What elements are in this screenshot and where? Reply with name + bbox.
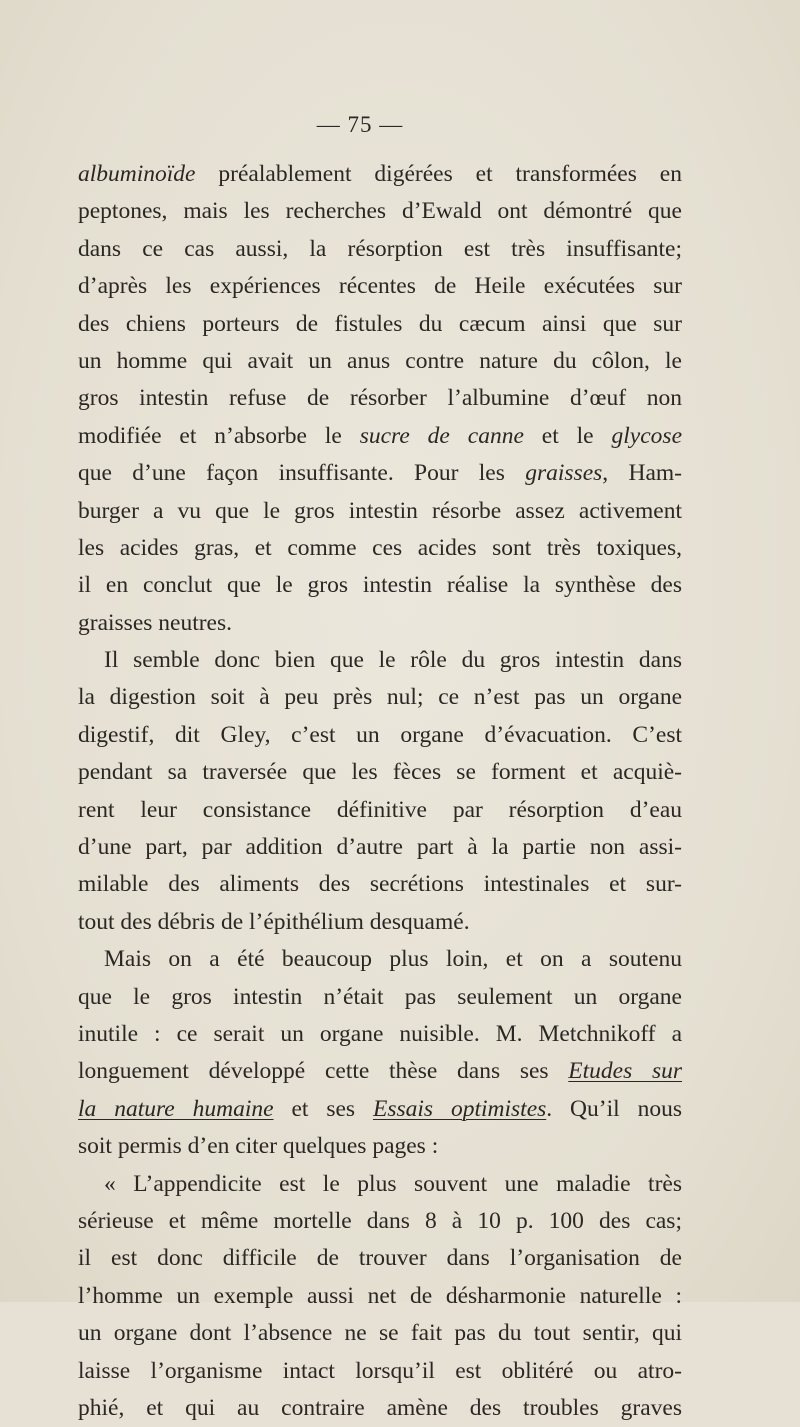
text-line: que le gros intestin n’était pas seulement un organe (78, 983, 682, 1010)
paragraph-start: Il semble donc bien que le rôle du gros intestin dans (104, 647, 682, 674)
text-line: d’après les expériences récentes de Heile exécutées sur (78, 273, 682, 300)
text-line: pendant sa traversée que les fèces se forment et acquiè- (78, 759, 682, 786)
text-line: peptones, mais les recherches d’Ewald ont démontré que (78, 198, 682, 225)
text-line: gros intestin refuse de résorber l’albumine d’œuf non (78, 385, 682, 412)
text-line: longuement développé cette thèse dans ses Etudes sur (78, 1058, 683, 1085)
text-line: rent leur consistance définitive par résorption d’eau (78, 796, 682, 823)
text-line: phié, et qui au contraire amène des troubles graves (78, 1394, 682, 1421)
text-line: que d’une façon insuffisante. Pour les graisses, Ham- (78, 460, 682, 487)
text-line: des chiens porteurs de fistules du cæcum ainsi que sur (78, 310, 682, 337)
text-line: la nature humaine et ses Essais optimistes. Qu’il nous (78, 1095, 682, 1122)
text-line: milable des aliments des secrétions intestinales et sur- (78, 871, 682, 898)
text-line: albuminoïde préalablement digérées et transformées en (78, 161, 682, 187)
text-line: il est donc difficile de trouver dans l’organisation de (78, 1245, 682, 1272)
text-line: soit permis d’en citer quelques pages : (78, 1133, 439, 1160)
text-line: d’une part, par addition d’autre part à la partie non assi- (78, 834, 682, 861)
paragraph-start: Mais on a été beaucoup plus loin, et on a soutenu (104, 946, 682, 973)
text-line: un homme qui avait un anus contre nature du côlon, le (78, 347, 682, 374)
text-line: il en conclut que le gros intestin réalise la synthèse des (78, 572, 682, 599)
text-line: digestif, dit Gley, c’est un organe d’évacuation. C’est (78, 721, 682, 748)
text-line: inutile : ce serait un organe nuisible. M. Metchnikoff a (78, 1020, 682, 1047)
body-text (78, 156, 682, 1427)
text-line: un organe dont l’absence ne se fait pas du tout sentir, qui (78, 1320, 682, 1347)
text-line: modifiée et n’absorbe le sucre de canne et le glycose (78, 422, 682, 449)
text-line: graisses neutres. (78, 609, 233, 636)
paragraph-start: « L’appendicite est le plus souvent une maladie très (104, 1170, 682, 1197)
text-line: tout des débris de l’épithélium desquamé. (78, 908, 470, 935)
text-line: l’homme un exemple aussi net de désharmonie naturelle : (78, 1282, 682, 1309)
text-line: laisse l’organisme intact lorsqu’il est oblitéré ou atro- (78, 1357, 682, 1384)
text-line: la digestion soit à peu près nul; ce n’est pas un organe (78, 684, 682, 711)
text-line: burger a vu que le gros intestin résorbe assez activement (78, 497, 682, 524)
text-line: les acides gras, et comme ces acides sont très toxiques, (78, 534, 682, 561)
text-line: sérieuse et même mortelle dans 8 à 10 p. 100 des cas; (78, 1207, 682, 1234)
page-number: — 75 — (316, 112, 404, 137)
text-line: dans ce cas aussi, la résorption est très insuffisante; (78, 235, 682, 262)
